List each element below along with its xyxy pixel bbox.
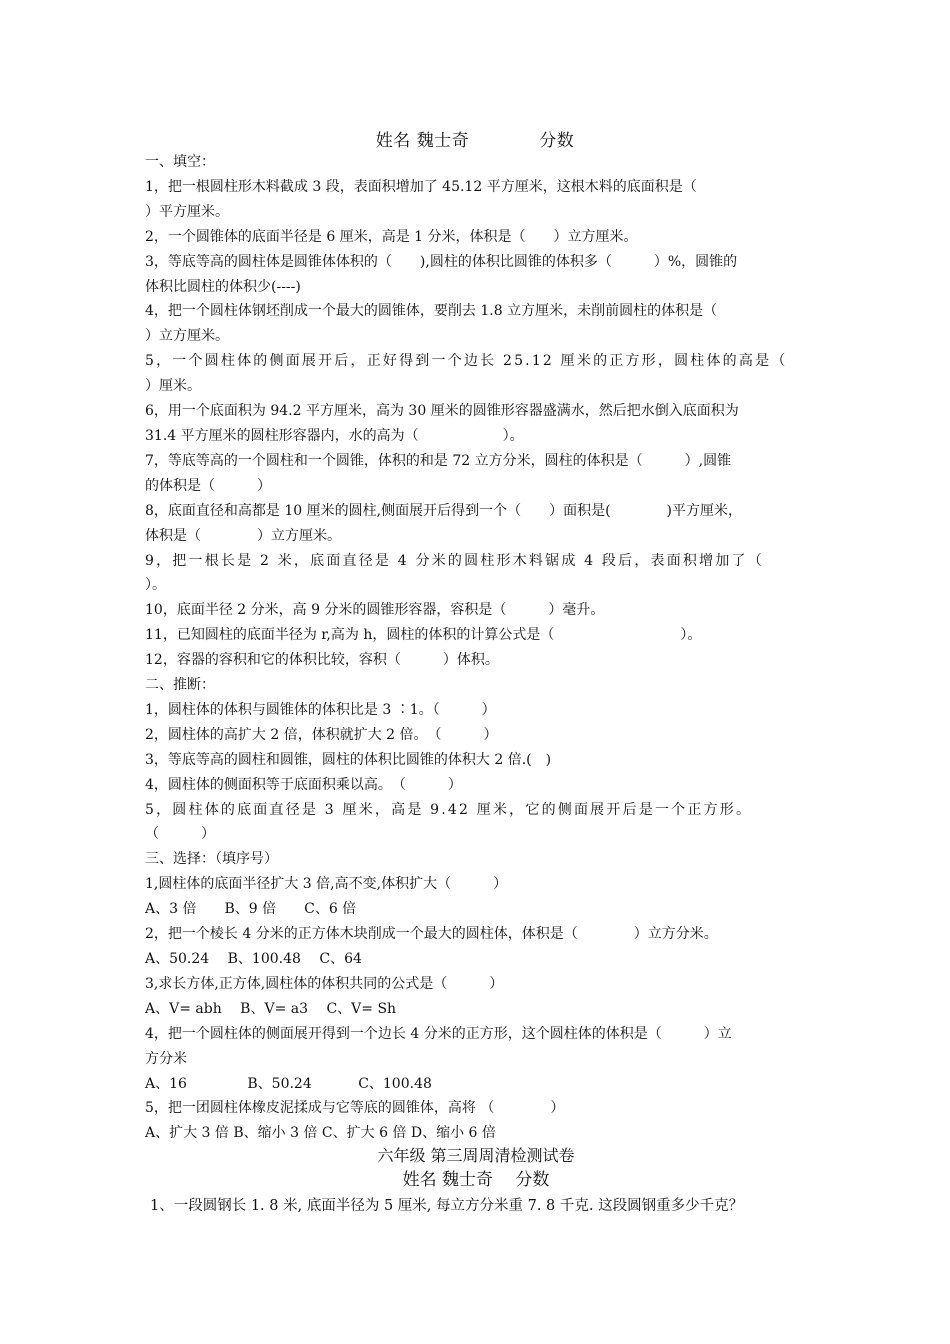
question-line: 3,求长方体,正方体,圆柱体的体积共同的公式是（ ） xyxy=(145,975,504,992)
score-label: 分数 xyxy=(539,131,575,151)
footer-name-score xyxy=(145,1168,807,1192)
question-line: 11，已知圆柱的底面半径为 r,高为 h，圆柱的体积的计算公式是（ ）。 xyxy=(145,627,702,644)
question-line: 的体积是（ ） xyxy=(145,477,271,494)
question-line: 31.4 平方厘米的圆柱形容器内，水的高为（ ）。 xyxy=(145,427,524,444)
question-line: ）厘米。 xyxy=(145,378,201,395)
question-line: ）立方厘米。 xyxy=(145,328,229,345)
section-heading: 二、推断： xyxy=(145,677,215,694)
question-line: 5，把一团圆柱体橡皮泥揉成与它等底的圆锥体，高将 （ ） xyxy=(145,1100,565,1117)
test-title: 六年级 第三周周清检测试卷 xyxy=(377,1146,575,1165)
question-line: ）平方厘米。 xyxy=(145,203,229,220)
answer-options: A、3 倍 B、9 倍 C、6 倍 xyxy=(145,901,357,918)
answer-options: A、16 B、50.24 C、100.48 xyxy=(145,1075,432,1092)
question-line: 10，底面半径 2 分米，高 9 分米的圆锥形容器，容积是（ ）毫升。 xyxy=(145,602,605,619)
header-name-score xyxy=(0,126,950,151)
question-line: 方分米 xyxy=(145,1050,187,1067)
question-line: 2，圆柱体的高扩大 2 倍，体积就扩大 2 倍。 （ ） xyxy=(145,726,498,743)
question-line: 3，等底等高的圆柱体是圆锥体体积的（ ),圆柱的体积比圆锥的体积多（ ）%，圆锥的 xyxy=(145,253,738,270)
question-line: 9，把一根长是 2 米，底面直径是 4 分米的圆柱形木料锯成 4 段后，表面积增加了（ xyxy=(145,552,764,569)
name-label: 姓名 魏士奇 xyxy=(375,131,470,151)
question-line: 1，把一根圆柱形木料截成 3 段，表面积增加了 45.12 平方厘米，这根木料的底面积是（ xyxy=(145,178,697,195)
question-line: 3，等底等高的圆柱和圆锥，圆柱的体积比圆锥的体积大 2 倍.( ) xyxy=(145,751,552,768)
question-line: 1，圆柱体的体积与圆锥体的体积比是 3 ∶1。（ ） xyxy=(145,701,496,718)
answer-options: A、扩大 3 倍 B、缩小 3 倍 C、扩大 6 倍 D、缩小 6 倍 xyxy=(145,1125,496,1142)
question-line: 体积是（ ）立方厘米。 xyxy=(145,527,341,544)
question-line: 12，容器的容积和它的体积比较，容积（ ）体积。 xyxy=(145,652,499,669)
question-line: 4，把一个圆柱体钢坯削成一个最大的圆锥体，要削去 1.8 立方厘米，未削前圆柱的体积是（ xyxy=(145,303,718,320)
footer-title xyxy=(145,1144,807,1168)
answer-options: A、50.24 B、100.48 C、64 xyxy=(145,951,362,967)
footer-name-score-text: 姓名 魏士奇 分数 xyxy=(402,1170,550,1190)
section-heading: 一、填空： xyxy=(145,154,215,170)
question-line: 6，用一个底面积为 94.2 平方厘米，高为 30 厘米的圆锥形容器盛满水，然后把水倒入底面积为 xyxy=(145,403,739,420)
question-line: 体积比圆柱的体积少(----) xyxy=(145,278,301,295)
question-line: 5，一个圆柱体的侧面展开后，正好得到一个边长 25.12 厘米的正方形，圆柱体的高是（ xyxy=(145,353,788,370)
question-line: 8，底面直径和高都是 10 厘米的圆柱,侧面展开后得到一个（ ）面积是( )平方厘米， xyxy=(145,502,742,519)
footer-problem: 1、一段圆钢长 1. 8 米, 底面半径为 5 厘米, 每立方分米重 7. 8 千克. 这段圆钢重多少千克？ xyxy=(150,1198,744,1214)
section-heading: 三、选择：（填序号） xyxy=(145,851,278,868)
question-line: 1,圆柱体的底面半径扩大 3 倍,高不变,体积扩大（ ） xyxy=(145,876,508,893)
question-line: 4，圆柱体的侧面积等于底面积乘以高。 （ ） xyxy=(145,776,462,793)
question-line: 2，一个圆锥体的底面半径是 6 厘米，高是 1 分米，体积是（ ）立方厘米。 xyxy=(145,228,638,245)
worksheet-body xyxy=(145,150,807,1146)
question-line: 2，把一个棱长 4 分米的正方体木块削成一个最大的圆柱体，体积是（ ）立方分米。 xyxy=(145,926,718,943)
question-line: 7，等底等高的一个圆柱和一个圆锥，体积的和是 72 立方分米，圆柱的体积是（ ）,圆锥 xyxy=(145,452,732,469)
question-line: （ ） xyxy=(145,826,215,843)
answer-options: A、V= abh B、V= a3 C、V= Sh xyxy=(145,1000,397,1017)
question-line: 4，把一个圆柱体的侧面展开得到一个边长 4 分米的正方形，这个圆柱体的体积是（ ）立 xyxy=(145,1025,732,1042)
question-line: 5，圆柱体的底面直径是 3 厘米，高是 9.42 厘米，它的侧面展开后是一个正方形。 xyxy=(145,801,753,818)
question-line: ）。 xyxy=(145,577,166,594)
